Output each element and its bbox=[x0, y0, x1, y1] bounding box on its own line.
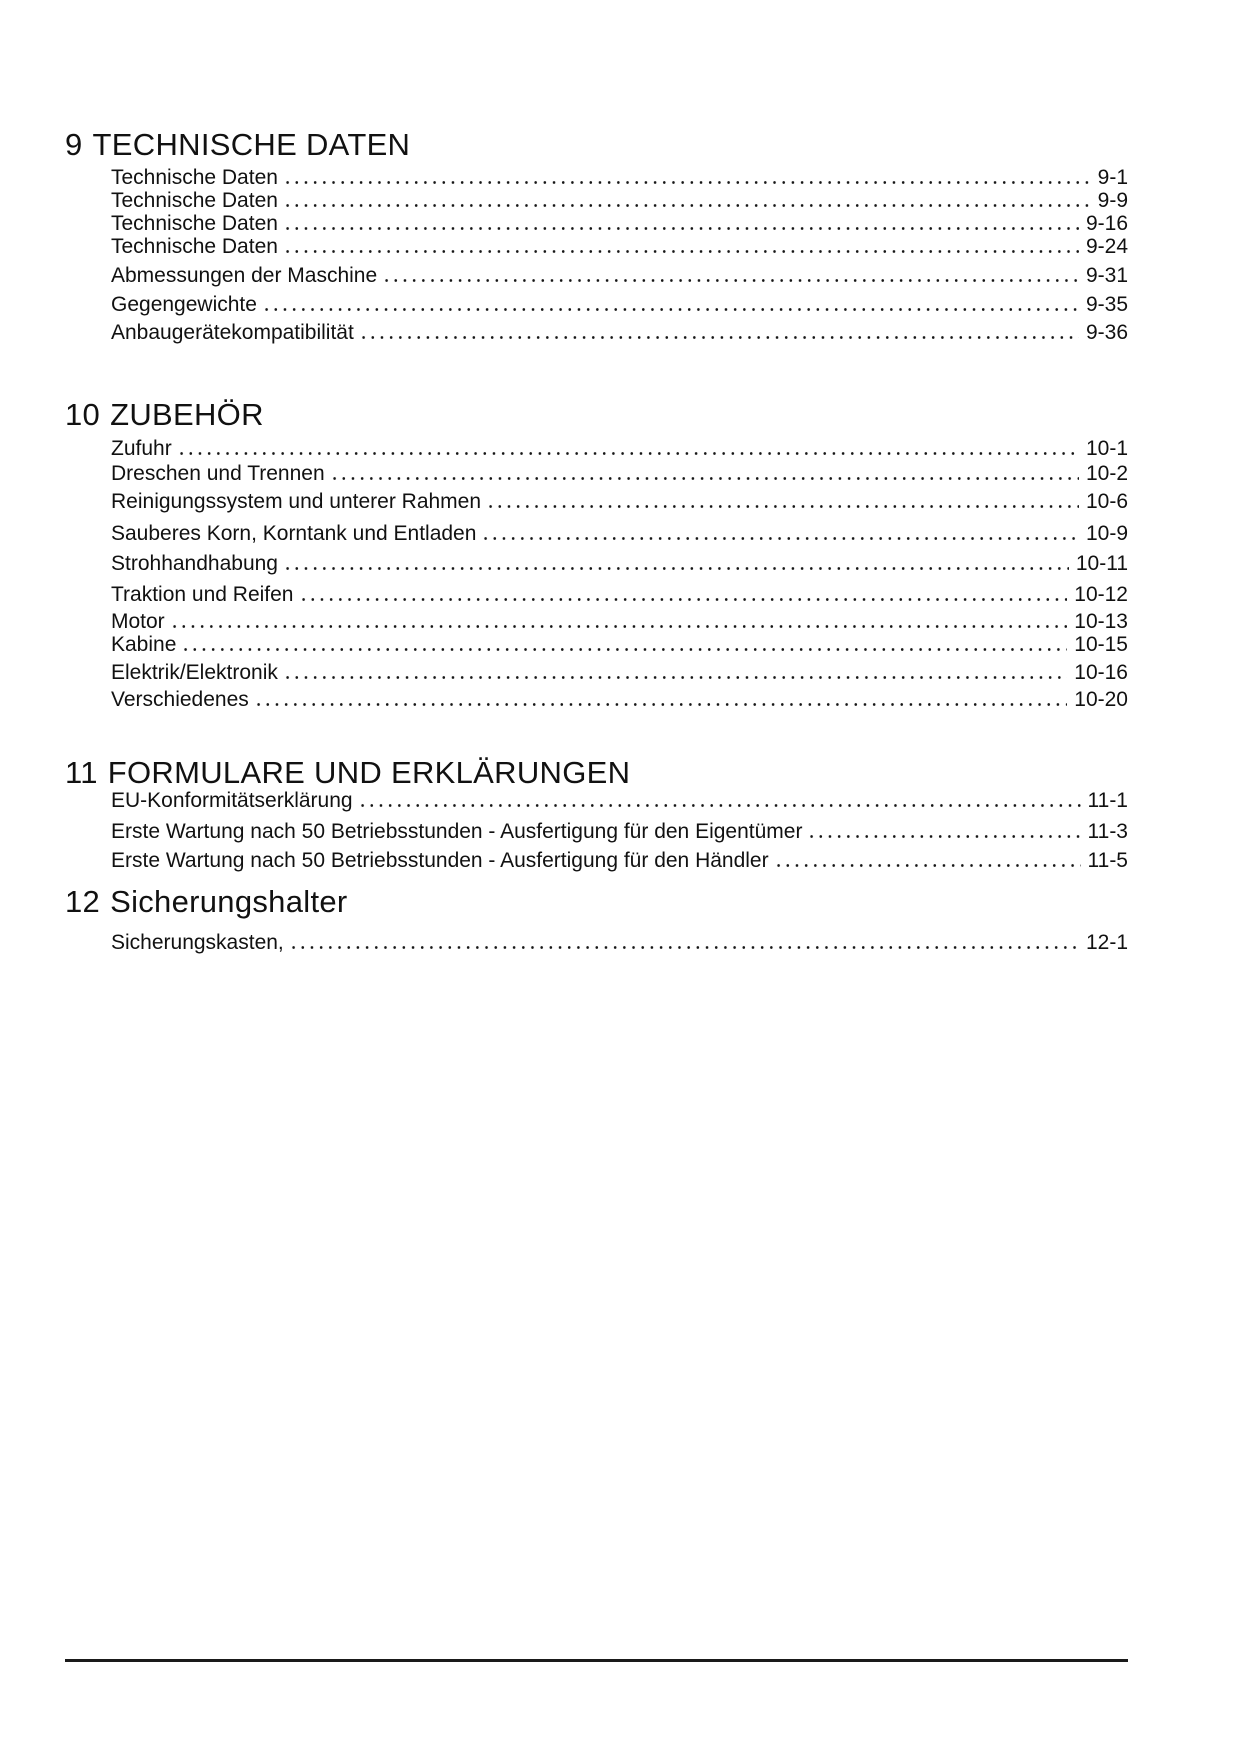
dot-leader bbox=[254, 703, 1068, 706]
dot-leader bbox=[283, 250, 1079, 253]
section-number: 11 bbox=[65, 755, 98, 790]
section-title: TECHNISCHE DATEN bbox=[92, 127, 411, 162]
dot-leader bbox=[177, 452, 1079, 455]
toc-entry-label: Technische Daten bbox=[111, 235, 278, 258]
toc-entry-label: Technische Daten bbox=[111, 166, 278, 189]
toc-entry-label: Technische Daten bbox=[111, 189, 278, 212]
toc-entry bbox=[111, 552, 1128, 575]
dot-leader bbox=[299, 598, 1068, 601]
section-number: 9 bbox=[65, 127, 83, 162]
toc-section-9 bbox=[65, 129, 1128, 344]
toc-entry-label: Motor bbox=[111, 610, 165, 633]
dot-leader bbox=[170, 625, 1068, 628]
dot-leader bbox=[181, 648, 1067, 651]
toc-entry bbox=[111, 490, 1128, 513]
section-heading-9 bbox=[65, 129, 1128, 161]
toc-entry-label: Reinigungssystem und unterer Rahmen bbox=[111, 490, 482, 513]
toc-entry-label: Sauberes Korn, Korntank und Entladen bbox=[111, 522, 477, 545]
dot-leader bbox=[283, 181, 1091, 184]
toc-entry-page: 10-6 bbox=[1085, 490, 1128, 513]
dot-leader bbox=[283, 567, 1069, 570]
toc-entry bbox=[111, 849, 1128, 872]
toc-entry-page: 9-24 bbox=[1085, 235, 1128, 258]
dot-leader bbox=[283, 204, 1091, 207]
toc-entry-label: Elektrik/Elektronik bbox=[111, 661, 278, 684]
toc-entry-label: Anbaugerätekompatibilität bbox=[111, 321, 354, 344]
footer-rule bbox=[65, 1659, 1128, 1662]
dot-leader bbox=[807, 835, 1080, 838]
toc-entry bbox=[111, 789, 1128, 812]
toc-entry-page: 10-12 bbox=[1074, 583, 1128, 606]
toc-entry-label: Strohhandhabung bbox=[111, 552, 278, 575]
toc-entry bbox=[111, 166, 1128, 189]
toc-entry bbox=[111, 610, 1128, 633]
toc-entry-label: Erste Wartung nach 50 Betriebsstunden - Ausfertigung für den Eigentümer bbox=[111, 820, 803, 843]
dot-leader bbox=[283, 227, 1079, 230]
toc-entry-label: Technische Daten bbox=[111, 212, 278, 235]
toc-entry-page: 9-35 bbox=[1085, 293, 1128, 316]
toc-entry bbox=[111, 688, 1128, 711]
toc-entry-label: Erste Wartung nach 50 Betriebsstunden - Ausfertigung für den Händler bbox=[111, 849, 769, 872]
toc-section-10 bbox=[65, 399, 1128, 711]
toc-entry-label: Kabine bbox=[111, 633, 177, 656]
section-number: 10 bbox=[65, 397, 101, 432]
toc-entry-page: 9-31 bbox=[1085, 264, 1128, 287]
toc-entry-label: Sicherungskasten, bbox=[111, 931, 284, 954]
toc-entry-page: 10-11 bbox=[1075, 552, 1128, 575]
toc-entry-page: 10-9 bbox=[1085, 522, 1128, 545]
toc-entries bbox=[111, 437, 1128, 711]
toc-entry-page: 9-16 bbox=[1085, 212, 1128, 235]
toc-entry-label: Zufuhr bbox=[111, 437, 172, 460]
dot-leader bbox=[358, 804, 1081, 807]
dot-leader bbox=[382, 279, 1079, 282]
toc-entry bbox=[111, 212, 1128, 235]
section-title: Sicherungshalter bbox=[110, 884, 348, 919]
toc-section-12 bbox=[65, 886, 1128, 954]
toc-entry bbox=[111, 522, 1128, 545]
toc-entry bbox=[111, 462, 1128, 485]
toc-section-11 bbox=[65, 757, 1128, 872]
dot-leader bbox=[481, 537, 1079, 540]
dot-leader bbox=[359, 336, 1079, 339]
toc-entry bbox=[111, 583, 1128, 606]
toc-entries bbox=[111, 931, 1128, 954]
toc-entry-page: 9-1 bbox=[1097, 166, 1128, 189]
toc-entry bbox=[111, 661, 1128, 684]
dot-leader bbox=[262, 308, 1079, 311]
toc-entry-page: 10-16 bbox=[1074, 661, 1128, 684]
dot-leader bbox=[289, 946, 1079, 949]
toc-entry-page: 11-1 bbox=[1087, 789, 1128, 812]
toc-entry-page: 9-36 bbox=[1085, 321, 1128, 344]
toc-entry bbox=[111, 235, 1128, 258]
toc-entry-label: Abmessungen der Maschine bbox=[111, 264, 378, 287]
toc-entry-page: 10-2 bbox=[1085, 462, 1128, 485]
toc-entry-page: 10-13 bbox=[1074, 610, 1128, 633]
toc-entry-label: EU-Konformitätserklärung bbox=[111, 789, 353, 812]
toc-entry bbox=[111, 820, 1128, 843]
section-heading-11 bbox=[65, 757, 1128, 789]
toc-entry bbox=[111, 321, 1128, 344]
toc-entry-label: Gegengewichte bbox=[111, 293, 257, 316]
toc-entries bbox=[111, 789, 1128, 872]
section-heading-12 bbox=[65, 886, 1128, 918]
section-title: ZUBEHÖR bbox=[110, 397, 264, 432]
toc-entry-page: 12-1 bbox=[1085, 931, 1128, 954]
toc-entries bbox=[111, 166, 1128, 344]
toc-entry-page: 10-20 bbox=[1074, 688, 1128, 711]
toc-entry-label: Verschiedenes bbox=[111, 688, 249, 711]
toc-entry-page: 10-15 bbox=[1074, 633, 1128, 656]
dot-leader bbox=[486, 505, 1079, 508]
dot-leader bbox=[283, 676, 1067, 679]
toc-entry bbox=[111, 437, 1128, 460]
toc-entry-label: Dreschen und Trennen bbox=[111, 462, 325, 485]
toc-entry bbox=[111, 293, 1128, 316]
toc-entry-page: 9-9 bbox=[1097, 189, 1128, 212]
dot-leader bbox=[774, 864, 1081, 867]
section-number: 12 bbox=[65, 884, 101, 919]
section-heading-10 bbox=[65, 399, 1128, 431]
toc-entry bbox=[111, 264, 1128, 287]
toc-entry bbox=[111, 931, 1128, 954]
toc-entry-label: Traktion und Reifen bbox=[111, 583, 294, 606]
toc-entry bbox=[111, 189, 1128, 212]
toc-entry-page: 11-3 bbox=[1087, 820, 1128, 843]
toc-entry-page: 11-5 bbox=[1087, 849, 1128, 872]
section-title: FORMULARE UND ERKLÄRUNGEN bbox=[107, 755, 631, 790]
dot-leader bbox=[330, 477, 1079, 480]
toc-entry-page: 10-1 bbox=[1085, 437, 1128, 460]
toc-entry bbox=[111, 633, 1128, 656]
